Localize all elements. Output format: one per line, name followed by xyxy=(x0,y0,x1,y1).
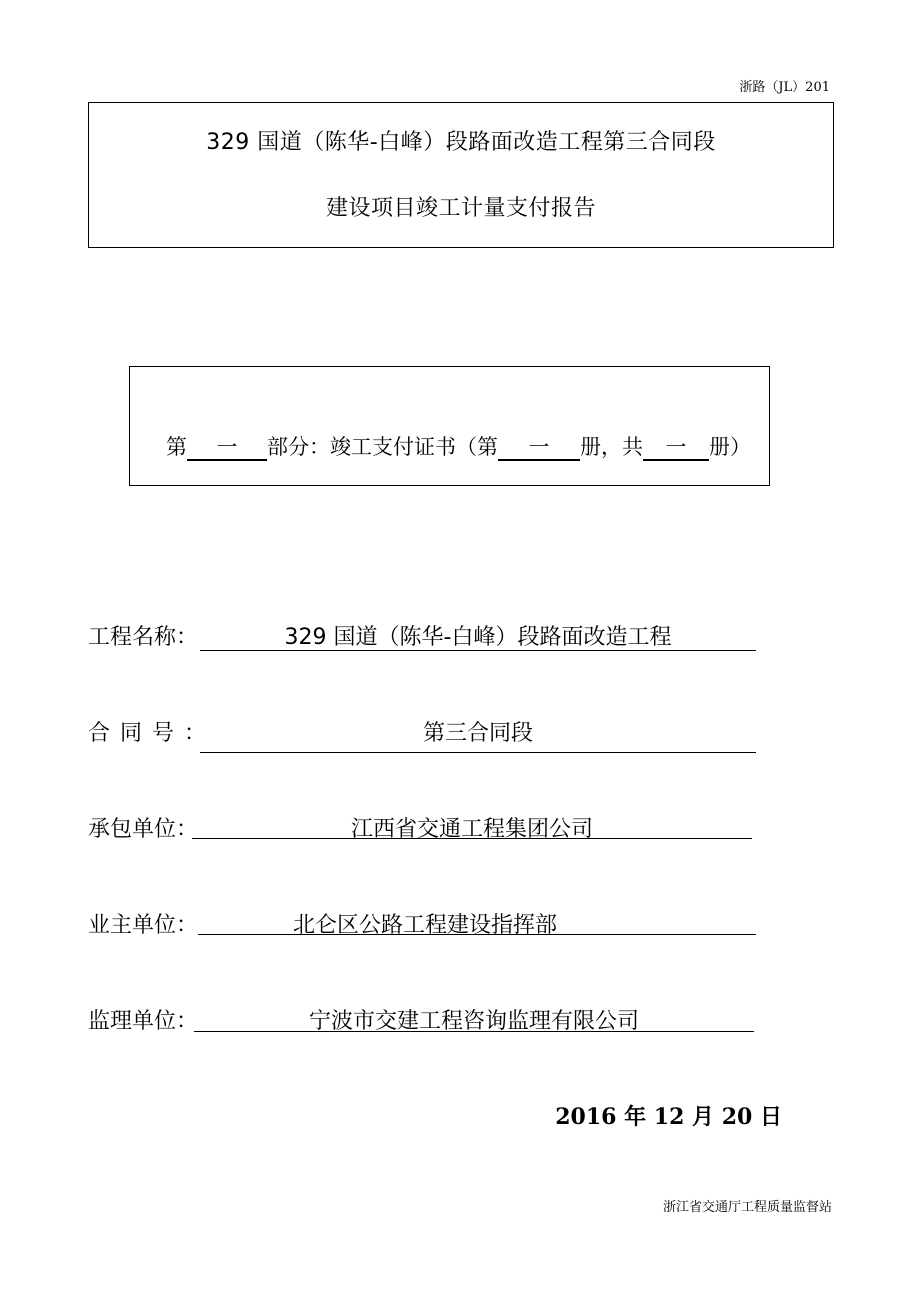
owner-label: 业主单位： xyxy=(88,913,199,938)
supervisor-value: 宁波市交建工程咨询监理有限公司 xyxy=(308,1009,639,1034)
title-box xyxy=(88,102,834,248)
part-suffix: 册） xyxy=(709,435,751,459)
contractor-label: 承包单位： xyxy=(88,817,199,842)
contract-no-label: 合同号： xyxy=(88,721,217,746)
part-box xyxy=(129,366,770,486)
report-date: 2016 年 12 月 20 日 xyxy=(555,1104,782,1130)
report-title-line-2: 建设项目竣工计量支付报告 xyxy=(325,196,596,221)
volume-number: 一 xyxy=(498,436,580,461)
part-middle-text: 部分：竣工支付证书（第 xyxy=(267,435,498,459)
supervisor-label: 监理单位： xyxy=(88,1009,199,1034)
report-title-line-1: 329 国道（陈华-白峰）段路面改造工程第三合同段 xyxy=(206,130,716,155)
part-prefix: 第 xyxy=(166,435,187,459)
contract-no-underline xyxy=(200,752,756,753)
contract-no-value: 第三合同段 xyxy=(422,721,533,746)
owner-value: 北仑区公路工程建设指挥部 xyxy=(292,913,557,938)
total-volumes: 一 xyxy=(643,436,709,461)
project-name-value: 329 国道（陈华-白峰）段路面改造工程 xyxy=(284,625,672,650)
part-line xyxy=(166,431,751,461)
contractor-value: 江西省交通工程集团公司 xyxy=(350,817,593,842)
part-mid2-text: 册，共 xyxy=(580,435,643,459)
issuer-footer: 浙江省交通厅工程质量监督站 xyxy=(662,1200,832,1215)
part-number: 一 xyxy=(187,436,267,461)
form-code: 浙路（JL）201 xyxy=(739,80,830,95)
project-name-label: 工程名称： xyxy=(88,625,199,650)
